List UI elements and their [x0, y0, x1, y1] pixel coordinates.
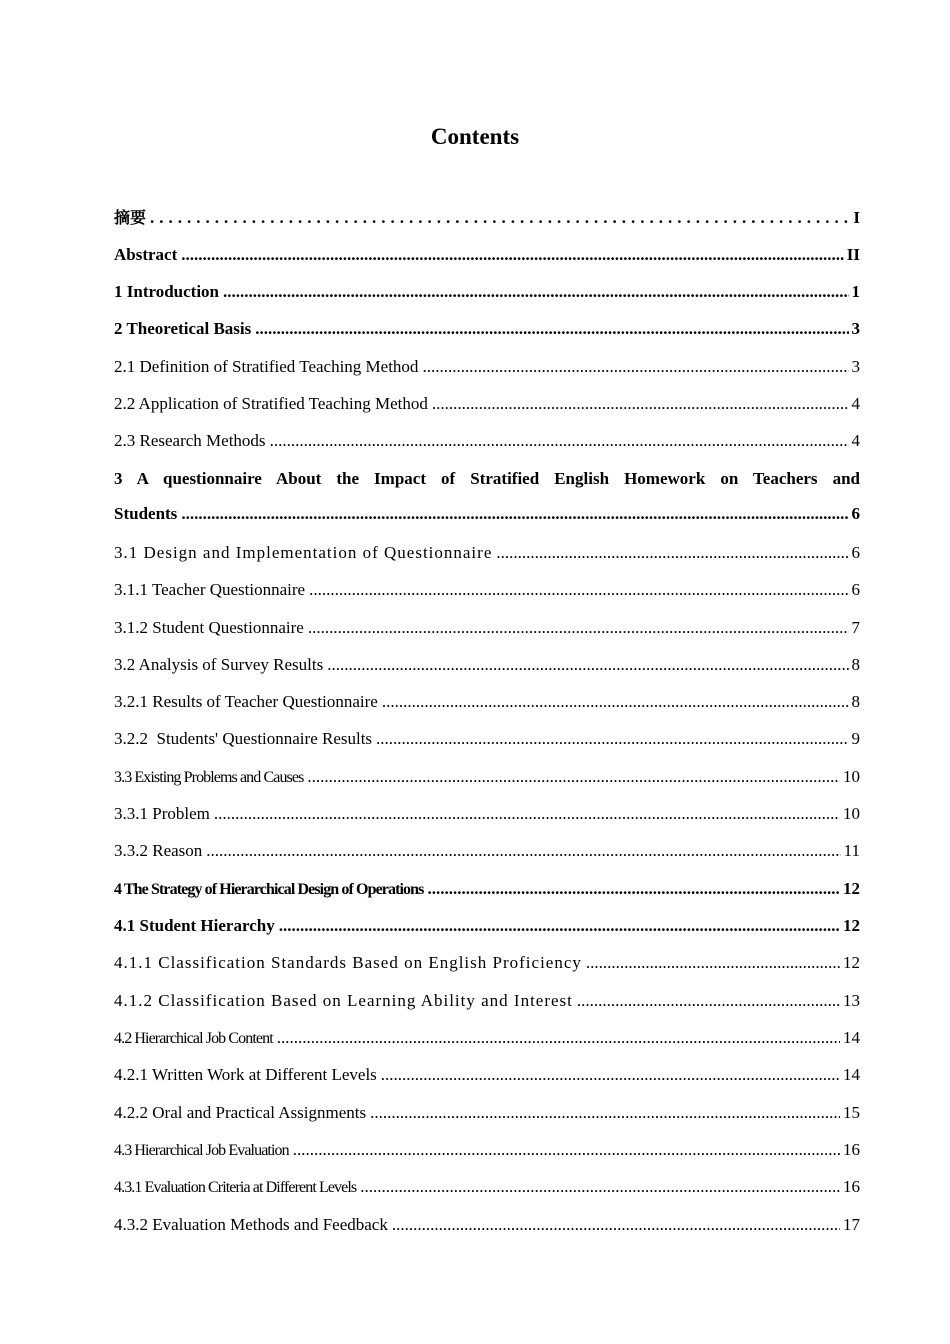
toc-entry-page: 12: [843, 916, 860, 935]
toc-entry-4-2-2[interactable]: [114, 1103, 860, 1129]
dot-leader: [427, 879, 840, 899]
toc-entry-label: 3.2.2 Students' Questionnaire Results: [114, 729, 373, 748]
toc-entry-label: 3.1.2 Student Questionnaire: [114, 618, 304, 637]
toc-entry-page: 3: [851, 319, 860, 338]
dot-leader: [327, 655, 848, 675]
dot-leader: [381, 1065, 840, 1085]
toc-entry-4-1-2[interactable]: [114, 991, 860, 1017]
toc-entry-label: 2.3 Research Methods: [114, 431, 266, 450]
toc-entry-page: 4: [851, 431, 860, 450]
dot-leader: [308, 618, 849, 638]
toc-entry-label: 4.1 Student Hierarchy: [114, 916, 275, 935]
toc-entry-4-3-2[interactable]: [114, 1215, 860, 1241]
toc-entry-abstract-chinese[interactable]: [114, 205, 860, 231]
toc-entry-label: 2.1 Definition of Stratified Teaching Method: [114, 357, 419, 376]
toc-entry-label: 3.3.1 Problem: [114, 804, 210, 823]
toc-entry-page: II: [846, 245, 860, 264]
dot-leader: [150, 208, 850, 228]
dot-leader: [577, 991, 840, 1011]
dot-leader: [432, 394, 849, 414]
dot-leader: [206, 841, 840, 861]
dot-leader: [181, 504, 848, 524]
dot-leader: [255, 319, 848, 339]
toc-entry-page: 16: [843, 1177, 860, 1196]
dot-leader: [360, 1177, 840, 1197]
toc-entry-page: 17: [843, 1215, 860, 1234]
toc-entry-label: 4.3.1 Evaluation Criteria at Different Levels: [114, 1179, 357, 1196]
dot-leader: [496, 543, 848, 563]
toc-entry-label: 4 The Strategy of Hierarchical Design of Operations: [114, 881, 424, 898]
toc-entry-page: 9: [851, 729, 860, 748]
toc-entry-abstract[interactable]: [114, 245, 860, 271]
toc-entry-page: 6: [851, 580, 860, 599]
toc-entry-4-3[interactable]: [114, 1140, 860, 1166]
toc-entry-label: 3.1 Design and Implementation of Questionnaire: [114, 543, 493, 562]
toc-entry-2-2[interactable]: [114, 394, 860, 420]
toc-entry-label: 4.3 Hierarchical Job Evaluation: [114, 1142, 289, 1159]
toc-entry-1[interactable]: [114, 282, 860, 308]
toc-entry-page: 14: [843, 1028, 860, 1047]
toc-entry-label: 4.2.2 Oral and Practical Assignments: [114, 1103, 367, 1122]
toc-entry-label: Students: [114, 504, 178, 523]
dot-leader: [214, 804, 840, 824]
toc-entry-label: 3.2 Analysis of Survey Results: [114, 655, 324, 674]
toc-entry-page: 10: [843, 804, 860, 823]
toc-entry-label: 3.3.2 Reason: [114, 841, 203, 860]
toc-entry-2-1[interactable]: [114, 357, 860, 383]
toc-entry-3-line1[interactable]: 3 A questionnaire About the Impact of Stratified English Homework on Teachers and: [114, 469, 860, 488]
dot-leader: [277, 1028, 840, 1048]
page-title: Contents: [430, 124, 520, 149]
dot-leader: [279, 916, 840, 936]
toc-entry-3-3-1[interactable]: [114, 804, 860, 830]
toc-entry-2-3[interactable]: [114, 431, 860, 457]
toc-entry-page: 6: [851, 543, 860, 562]
toc-entry-page: 11: [843, 841, 860, 860]
toc-entry-3-1[interactable]: [114, 543, 860, 569]
toc-entry-4-2-1[interactable]: [114, 1065, 860, 1091]
toc-entry-page: 4: [851, 394, 860, 413]
toc-entry-label: Abstract: [114, 245, 178, 264]
toc-entry-4-2[interactable]: [114, 1028, 860, 1054]
toc-entry-page: 15: [843, 1103, 860, 1122]
toc-entry-page: 13: [843, 991, 860, 1010]
toc-entry-page: 8: [851, 692, 860, 711]
dot-leader: [370, 1103, 840, 1123]
dot-leader: [293, 1140, 840, 1160]
dot-leader: [181, 245, 844, 265]
toc-entry-label: 3.2.1 Results of Teacher Questionnaire: [114, 692, 378, 711]
toc-entry-4-3-1[interactable]: [114, 1177, 860, 1203]
toc-entry-3-3[interactable]: [114, 767, 860, 793]
dot-leader: [309, 580, 848, 600]
toc-entry-page: 6: [851, 504, 860, 523]
toc-entry-3-3-2[interactable]: [114, 841, 860, 867]
toc-entry-2[interactable]: [114, 319, 860, 345]
toc-entry-label: 2 Theoretical Basis: [114, 319, 252, 338]
dot-leader: [382, 692, 849, 712]
toc-entry-label: 3.1.1 Teacher Questionnaire: [114, 580, 306, 599]
dot-leader: [223, 282, 848, 302]
toc-entry-label: 4.2.1 Written Work at Different Levels: [114, 1065, 377, 1084]
toc-entry-4[interactable]: [114, 879, 860, 905]
toc-entry-3-1-2[interactable]: [114, 618, 860, 644]
dot-leader: [392, 1215, 840, 1235]
dot-leader: [586, 953, 840, 973]
toc-entry-3-2[interactable]: [114, 655, 860, 681]
toc-entry-label: 4.1.1 Classification Standards Based on English Proficiency: [114, 953, 582, 972]
toc-entry-label: 4.3.2 Evaluation Methods and Feedback: [114, 1215, 388, 1234]
toc-entry-3-2-2[interactable]: [114, 729, 860, 755]
dot-leader: [422, 357, 848, 377]
toc-entry-page: 7: [851, 618, 860, 637]
toc-entry-page: I: [853, 208, 860, 227]
toc-entry-3-2-1[interactable]: [114, 692, 860, 718]
toc-entry-label: 3.3 Existing Problems and Causes: [114, 769, 304, 786]
toc-entry-page: 1: [851, 282, 860, 301]
toc-entry-page: 12: [843, 879, 860, 898]
toc-entry-label: 1 Introduction: [114, 282, 220, 301]
toc-entry-3-1-1[interactable]: [114, 580, 860, 606]
toc-entry-label: 4.1.2 Classification Based on Learning Ability and Interest: [114, 991, 573, 1010]
toc-entry-label: 4.2 Hierarchical Job Content: [114, 1030, 273, 1047]
toc-entry-page: 12: [843, 953, 860, 972]
toc-entry-4-1[interactable]: [114, 916, 860, 942]
toc-entry-label: 2.2 Application of Stratified Teaching Method: [114, 394, 428, 413]
dot-leader: [307, 767, 840, 787]
toc-entry-page: 3: [851, 357, 860, 376]
dot-leader: [376, 729, 848, 749]
toc-entry-page: 16: [843, 1140, 860, 1159]
toc-entry-page: 14: [843, 1065, 860, 1084]
toc-entry-page: 8: [851, 655, 860, 674]
toc-entry-3[interactable]: [114, 504, 860, 530]
toc-entry-page: 10: [843, 767, 860, 786]
toc-entry-4-1-1[interactable]: [114, 953, 860, 979]
toc-entry-label: 摘要: [114, 208, 147, 227]
dot-leader: [270, 431, 849, 451]
